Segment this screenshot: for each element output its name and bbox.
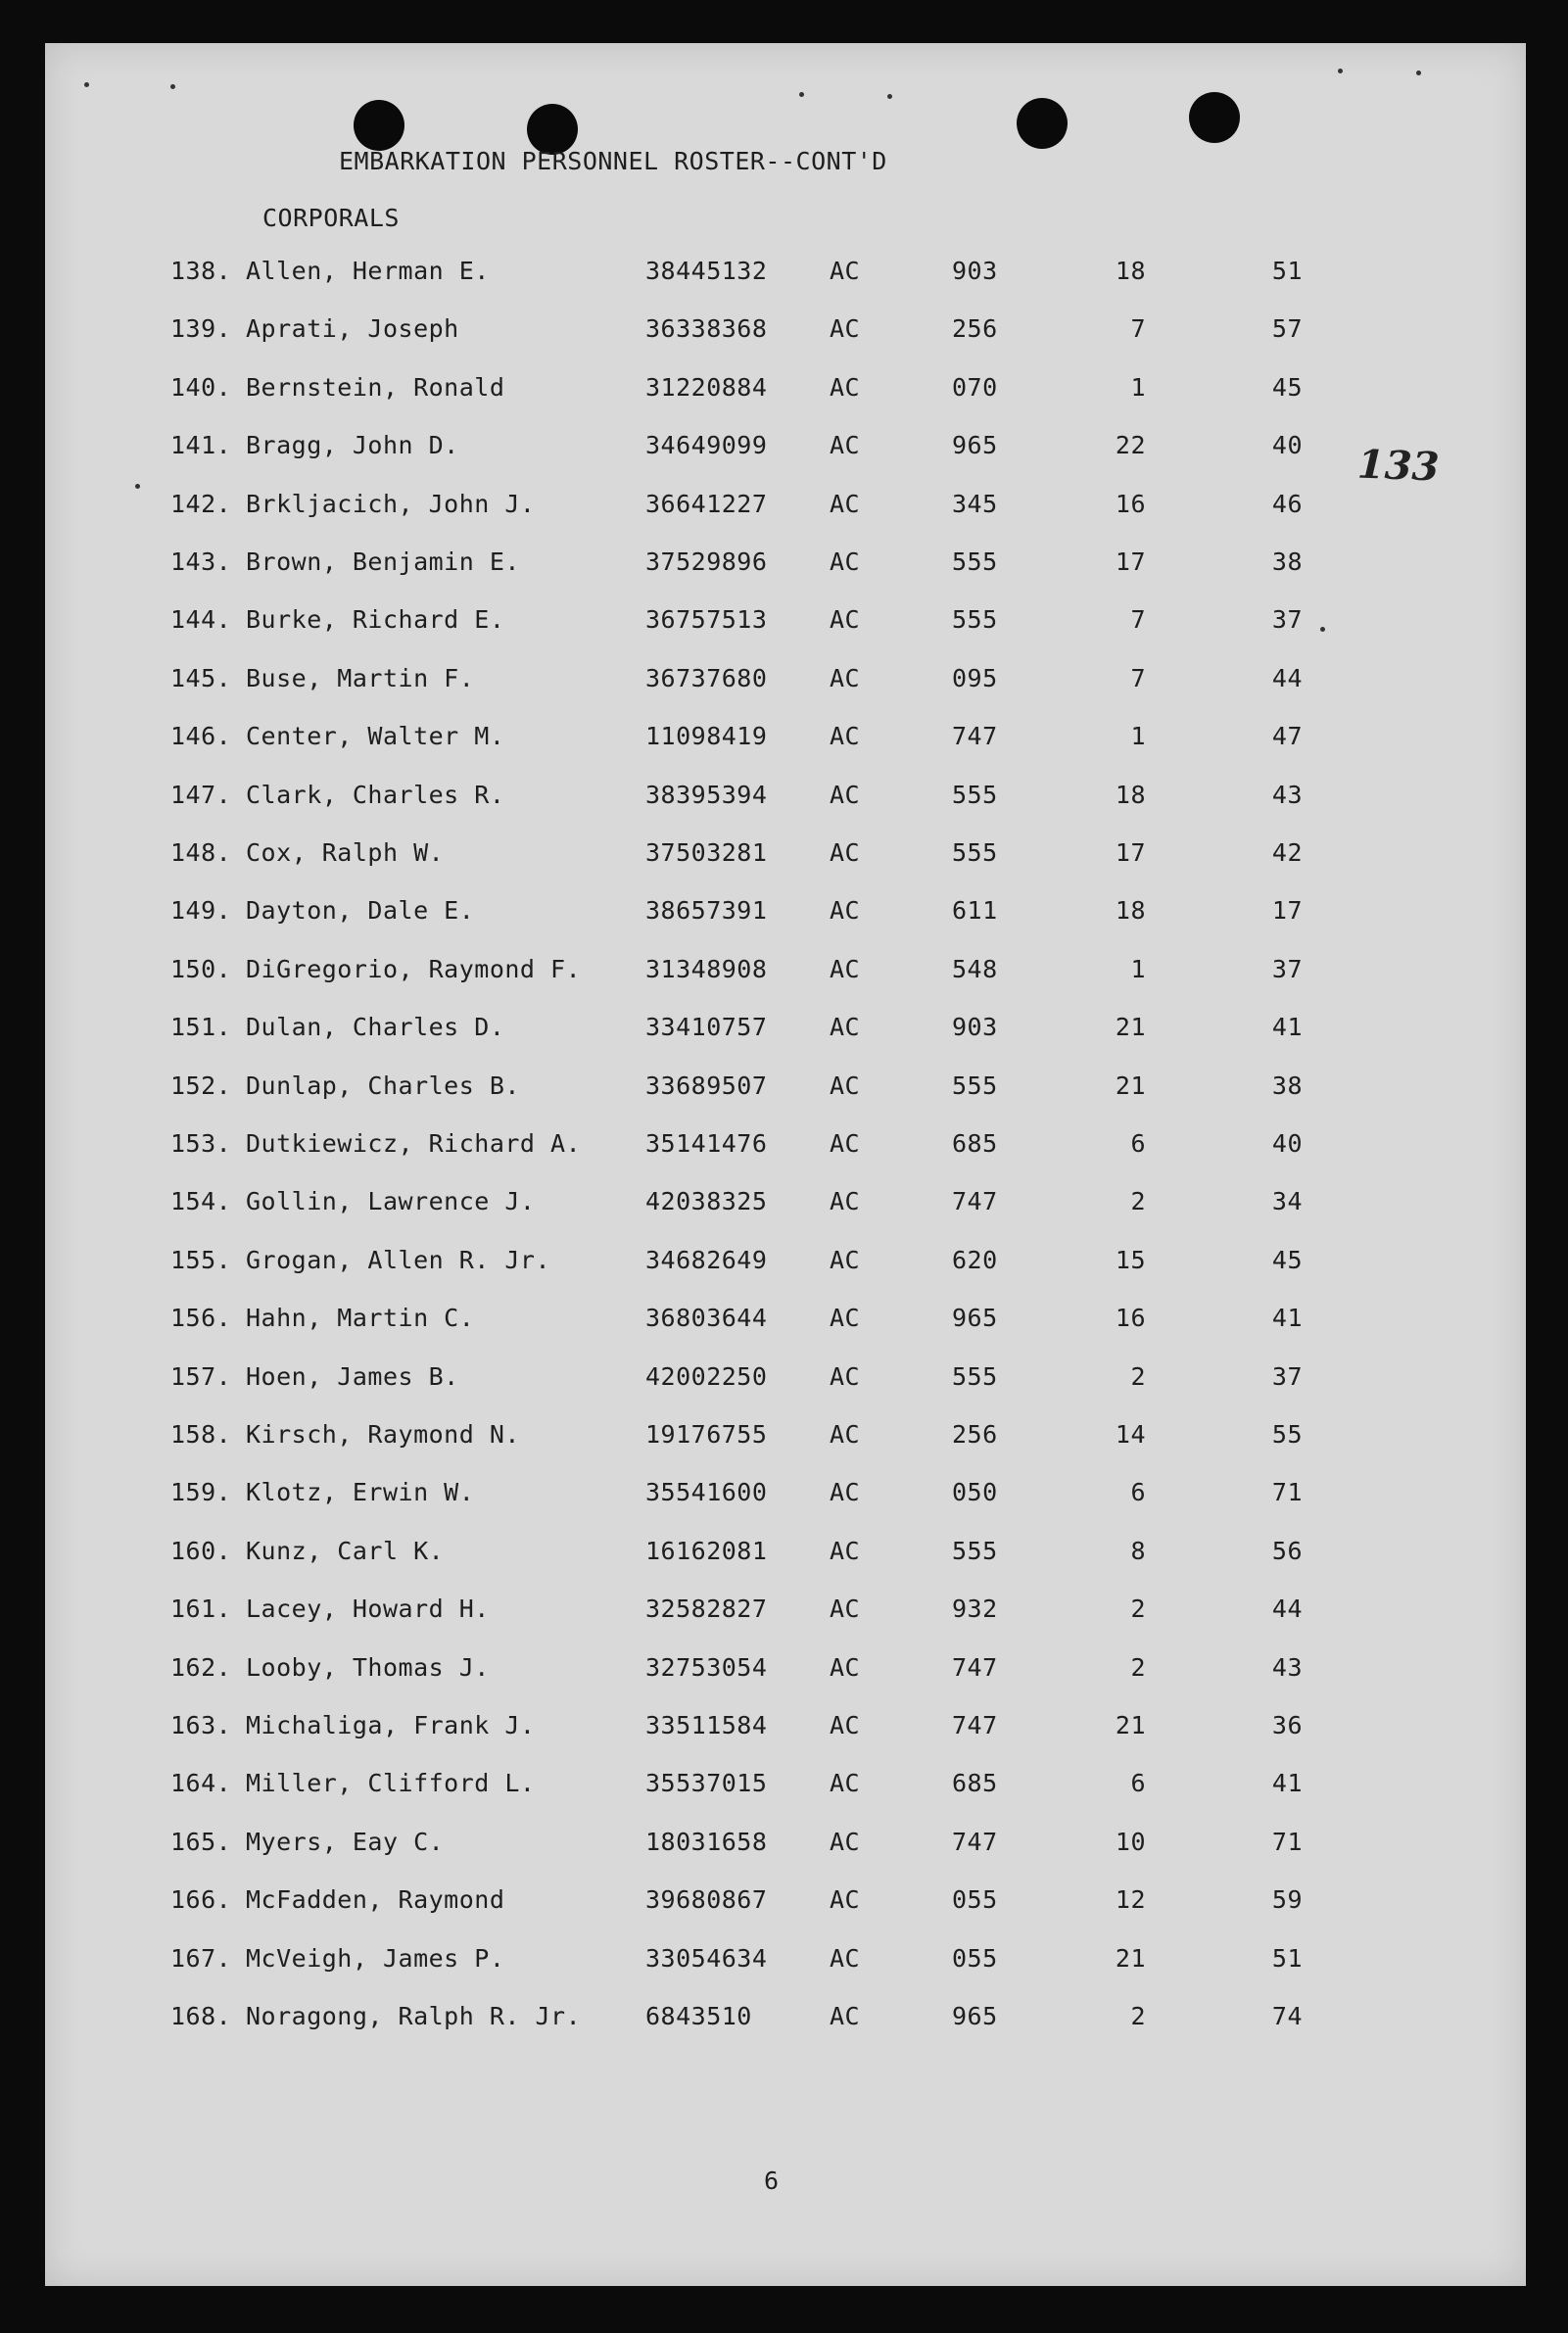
serial-number: 37529896	[645, 548, 768, 576]
specialty-code: 055	[952, 1885, 998, 1915]
row-number: 156.	[170, 1304, 232, 1333]
paper-speck	[84, 82, 89, 87]
person-name: Looby, Thomas J.	[246, 1652, 490, 1682]
specialty-code: 345	[952, 489, 998, 518]
table-row	[45, 722, 1514, 761]
specialty-code: 070	[952, 372, 998, 402]
value-a: 16	[1115, 489, 1146, 518]
branch-code: AC	[830, 605, 861, 635]
specialty-code: 256	[952, 314, 998, 344]
value-b: 38	[1271, 1071, 1303, 1100]
value-a: 21	[1115, 1071, 1146, 1100]
serial-number: 32582827	[645, 1595, 768, 1624]
person-name: Hahn, Martin C.	[246, 1304, 475, 1333]
branch-code: AC	[830, 838, 861, 867]
row-number: 160.	[170, 1536, 232, 1565]
row-number: 153.	[170, 1129, 232, 1158]
branch-code: AC	[830, 1769, 861, 1798]
value-a: 12	[1115, 1885, 1146, 1915]
table-row	[45, 1129, 1514, 1168]
person-name: Lacey, Howard H.	[246, 1595, 490, 1624]
specialty-code: 747	[952, 722, 998, 751]
table-row	[45, 1711, 1514, 1750]
value-b: 17	[1271, 896, 1303, 926]
branch-code: AC	[830, 1245, 861, 1274]
value-a: 6	[1130, 1478, 1146, 1507]
value-b: 59	[1271, 1885, 1303, 1915]
specialty-code: 903	[952, 257, 998, 285]
serial-number: 35141476	[645, 1129, 768, 1158]
branch-code: AC	[830, 2002, 861, 2030]
branch-code: AC	[830, 1304, 861, 1333]
row-number: 152.	[170, 1071, 232, 1100]
row-number: 151.	[170, 1013, 232, 1042]
table-row	[45, 257, 1514, 296]
branch-code: AC	[830, 780, 861, 809]
specialty-code: 555	[952, 1361, 998, 1391]
value-a: 2	[1130, 1652, 1146, 1682]
serial-number: 33410757	[645, 1013, 768, 1042]
value-b: 37	[1271, 954, 1303, 983]
table-row	[45, 548, 1514, 587]
serial-number: 42002250	[645, 1361, 768, 1391]
person-name: DiGregorio, Raymond F.	[246, 954, 582, 983]
person-name: Cox, Ralph W.	[246, 838, 445, 867]
person-name: Grogan, Allen R. Jr.	[246, 1245, 551, 1274]
value-a: 18	[1115, 896, 1146, 926]
branch-code: AC	[830, 431, 861, 460]
person-name: Dutkiewicz, Richard A.	[246, 1129, 582, 1158]
row-number: 139.	[170, 314, 232, 344]
row-number: 143.	[170, 548, 232, 576]
branch-code: AC	[830, 372, 861, 402]
value-a: 17	[1115, 838, 1146, 867]
branch-code: AC	[830, 1361, 861, 1391]
row-number: 147.	[170, 780, 232, 809]
person-name: Bragg, John D.	[246, 431, 459, 460]
serial-number: 16162081	[645, 1536, 768, 1565]
value-b: 42	[1271, 838, 1303, 867]
branch-code: AC	[830, 896, 861, 926]
person-name: Gollin, Lawrence J.	[246, 1187, 536, 1216]
person-name: Dayton, Dale E.	[246, 896, 475, 926]
table-row	[45, 1071, 1514, 1111]
serial-number: 36757513	[645, 605, 768, 635]
table-row	[45, 1595, 1514, 1634]
row-number: 163.	[170, 1711, 232, 1739]
specialty-code: 555	[952, 1071, 998, 1100]
table-row	[45, 1769, 1514, 1808]
row-number: 164.	[170, 1769, 232, 1798]
table-row	[45, 1304, 1514, 1343]
document-page	[45, 43, 1526, 2286]
specialty-code: 903	[952, 1013, 998, 1042]
row-number: 165.	[170, 1827, 232, 1856]
value-b: 40	[1271, 431, 1303, 460]
value-a: 7	[1130, 663, 1146, 692]
page-title: EMBARKATION PERSONNEL ROSTER--CONT'D	[339, 147, 887, 175]
branch-code: AC	[830, 1071, 861, 1100]
serial-number: 11098419	[645, 722, 768, 751]
paper-speck	[887, 94, 892, 99]
row-number: 145.	[170, 663, 232, 692]
value-a: 1	[1130, 372, 1146, 402]
value-a: 10	[1115, 1827, 1146, 1856]
branch-code: AC	[830, 1943, 861, 1973]
serial-number: 33511584	[645, 1711, 768, 1739]
value-b: 46	[1271, 489, 1303, 518]
table-row	[45, 314, 1514, 354]
section-heading: CORPORALS	[262, 204, 400, 232]
specialty-code: 747	[952, 1187, 998, 1216]
person-name: Dunlap, Charles B.	[246, 1071, 520, 1100]
person-name: Hoen, James B.	[246, 1361, 459, 1391]
branch-code: AC	[830, 1420, 861, 1449]
value-a: 8	[1130, 1536, 1146, 1565]
serial-number: 34649099	[645, 431, 768, 460]
punch-hole	[1189, 92, 1240, 143]
serial-number: 33054634	[645, 1943, 768, 1973]
value-b: 55	[1271, 1420, 1303, 1449]
value-a: 18	[1115, 257, 1146, 285]
value-b: 51	[1271, 1943, 1303, 1973]
specialty-code: 611	[952, 896, 998, 926]
table-row	[45, 490, 1514, 529]
value-a: 18	[1115, 780, 1146, 809]
specialty-code: 965	[952, 2002, 998, 2030]
value-b: 41	[1271, 1013, 1303, 1042]
specialty-code: 055	[952, 1943, 998, 1973]
row-number: 138.	[170, 257, 232, 285]
value-b: 41	[1271, 1304, 1303, 1333]
paper-speck	[1416, 71, 1421, 75]
row-number: 157.	[170, 1361, 232, 1391]
serial-number: 34682649	[645, 1245, 768, 1274]
value-a: 2	[1130, 2002, 1146, 2030]
table-row	[45, 2002, 1514, 2041]
serial-number: 35537015	[645, 1769, 768, 1798]
branch-code: AC	[830, 954, 861, 983]
row-number: 166.	[170, 1885, 232, 1915]
specialty-code: 747	[952, 1652, 998, 1682]
serial-number: 32753054	[645, 1652, 768, 1682]
value-a: 22	[1115, 431, 1146, 460]
specialty-code: 050	[952, 1478, 998, 1507]
person-name: Center, Walter M.	[246, 722, 505, 751]
branch-code: AC	[830, 1013, 861, 1042]
serial-number: 38657391	[645, 896, 768, 926]
branch-code: AC	[830, 1885, 861, 1915]
table-row	[45, 781, 1514, 820]
person-name: Kunz, Carl K.	[246, 1536, 445, 1565]
table-row	[45, 605, 1514, 644]
value-a: 2	[1130, 1595, 1146, 1624]
serial-number: 39680867	[645, 1885, 768, 1915]
table-row	[45, 1537, 1514, 1576]
serial-number: 36641227	[645, 489, 768, 518]
value-b: 45	[1271, 372, 1303, 402]
specialty-code: 555	[952, 838, 998, 867]
branch-code: AC	[830, 548, 861, 576]
value-a: 6	[1130, 1769, 1146, 1798]
person-name: Clark, Charles R.	[246, 780, 505, 809]
person-name: Michaliga, Frank J.	[246, 1711, 536, 1739]
serial-number: 18031658	[645, 1827, 768, 1856]
person-name: Buse, Martin F.	[246, 663, 475, 692]
specialty-code: 555	[952, 605, 998, 635]
value-b: 56	[1271, 1536, 1303, 1565]
row-number: 144.	[170, 605, 232, 635]
row-number: 146.	[170, 722, 232, 751]
specialty-code: 555	[952, 548, 998, 576]
table-row	[45, 1944, 1514, 1983]
person-name: Burke, Richard E.	[246, 605, 505, 635]
value-b: 43	[1271, 780, 1303, 809]
person-name: Kirsch, Raymond N.	[246, 1420, 520, 1449]
value-b: 41	[1271, 1769, 1303, 1798]
table-row	[45, 1420, 1514, 1459]
value-b: 71	[1271, 1827, 1303, 1856]
table-row	[45, 838, 1514, 878]
branch-code: AC	[830, 489, 861, 518]
serial-number: 35541600	[645, 1478, 768, 1507]
row-number: 148.	[170, 838, 232, 867]
paper-speck	[170, 84, 175, 89]
row-number: 142.	[170, 489, 232, 518]
row-number: 167.	[170, 1943, 232, 1973]
specialty-code: 685	[952, 1129, 998, 1158]
value-a: 6	[1130, 1129, 1146, 1158]
table-row	[45, 955, 1514, 994]
specialty-code: 548	[952, 954, 998, 983]
value-b: 34	[1271, 1187, 1303, 1216]
table-row	[45, 1828, 1514, 1867]
table-row	[45, 1362, 1514, 1402]
value-b: 71	[1271, 1478, 1303, 1507]
serial-number: 36803644	[645, 1304, 768, 1333]
value-b: 44	[1271, 1595, 1303, 1624]
specialty-code: 932	[952, 1595, 998, 1624]
row-number: 161.	[170, 1595, 232, 1624]
value-b: 38	[1271, 548, 1303, 576]
row-number: 150.	[170, 954, 232, 983]
value-a: 2	[1130, 1361, 1146, 1391]
punch-hole	[354, 100, 404, 151]
value-b: 40	[1271, 1129, 1303, 1158]
row-number: 158.	[170, 1420, 232, 1449]
value-a: 2	[1130, 1187, 1146, 1216]
person-name: Aprati, Joseph	[246, 314, 459, 344]
table-row	[45, 373, 1514, 412]
specialty-code: 620	[952, 1245, 998, 1274]
person-name: Myers, Eay C.	[246, 1827, 445, 1856]
specialty-code: 685	[952, 1769, 998, 1798]
value-a: 7	[1130, 605, 1146, 635]
person-name: McVeigh, James P.	[246, 1943, 505, 1973]
value-b: 37	[1271, 605, 1303, 635]
value-a: 17	[1115, 548, 1146, 576]
branch-code: AC	[830, 1129, 861, 1158]
specialty-code: 965	[952, 1304, 998, 1333]
value-b: 51	[1271, 257, 1303, 285]
paper-speck	[1338, 69, 1343, 73]
serial-number: 19176755	[645, 1420, 768, 1449]
branch-code: AC	[830, 257, 861, 285]
specialty-code: 747	[952, 1711, 998, 1739]
serial-number: 38395394	[645, 780, 768, 809]
serial-number: 42038325	[645, 1187, 768, 1216]
value-b: 45	[1271, 1245, 1303, 1274]
value-a: 21	[1115, 1013, 1146, 1042]
margin-page-number: 133	[1356, 441, 1441, 491]
value-b: 74	[1271, 2002, 1303, 2030]
value-a: 21	[1115, 1711, 1146, 1739]
person-name: McFadden, Raymond	[246, 1885, 505, 1915]
row-number: 154.	[170, 1187, 232, 1216]
value-a: 7	[1130, 314, 1146, 344]
branch-code: AC	[830, 1711, 861, 1739]
serial-number: 33689507	[645, 1071, 768, 1100]
row-number: 155.	[170, 1245, 232, 1274]
table-row	[45, 664, 1514, 703]
person-name: Brown, Benjamin E.	[246, 548, 520, 576]
specialty-code: 256	[952, 1420, 998, 1449]
row-number: 159.	[170, 1478, 232, 1507]
punch-hole	[1017, 98, 1068, 149]
branch-code: AC	[830, 663, 861, 692]
serial-number: 6843510	[645, 2002, 752, 2030]
branch-code: AC	[830, 1652, 861, 1682]
value-a: 15	[1115, 1245, 1146, 1274]
person-name: Miller, Clifford L.	[246, 1769, 536, 1798]
specialty-code: 965	[952, 431, 998, 460]
row-number: 140.	[170, 372, 232, 402]
value-b: 37	[1271, 1361, 1303, 1391]
row-number: 141.	[170, 431, 232, 460]
value-a: 14	[1115, 1420, 1146, 1449]
row-number: 168.	[170, 2002, 232, 2030]
serial-number: 37503281	[645, 838, 768, 867]
value-a: 21	[1115, 1943, 1146, 1973]
page-number: 6	[764, 2166, 780, 2195]
branch-code: AC	[830, 1595, 861, 1624]
serial-number: 36338368	[645, 314, 768, 344]
value-a: 1	[1130, 954, 1146, 983]
specialty-code: 555	[952, 780, 998, 809]
branch-code: AC	[830, 722, 861, 751]
value-a: 1	[1130, 722, 1146, 751]
table-row	[45, 1478, 1514, 1517]
person-name: Bernstein, Ronald	[246, 372, 505, 402]
specialty-code: 747	[952, 1827, 998, 1856]
branch-code: AC	[830, 1478, 861, 1507]
table-row	[45, 1885, 1514, 1925]
person-name: Klotz, Erwin W.	[246, 1478, 475, 1507]
row-number: 149.	[170, 896, 232, 926]
branch-code: AC	[830, 1536, 861, 1565]
table-row	[45, 896, 1514, 935]
value-b: 44	[1271, 663, 1303, 692]
paper-speck	[135, 484, 140, 489]
specialty-code: 095	[952, 663, 998, 692]
branch-code: AC	[830, 314, 861, 344]
serial-number: 31348908	[645, 954, 768, 983]
person-name: Dulan, Charles D.	[246, 1013, 505, 1042]
table-row	[45, 1187, 1514, 1226]
value-a: 16	[1115, 1304, 1146, 1333]
table-row	[45, 1653, 1514, 1692]
row-number: 162.	[170, 1652, 232, 1682]
value-b: 47	[1271, 722, 1303, 751]
person-name: Brkljacich, John J.	[246, 489, 536, 518]
table-row	[45, 431, 1514, 470]
value-b: 36	[1271, 1711, 1303, 1739]
branch-code: AC	[830, 1827, 861, 1856]
person-name: Noragong, Ralph R. Jr.	[246, 2002, 582, 2030]
branch-code: AC	[830, 1187, 861, 1216]
serial-number: 38445132	[645, 257, 768, 285]
specialty-code: 555	[952, 1536, 998, 1565]
serial-number: 31220884	[645, 372, 768, 402]
value-b: 57	[1271, 314, 1303, 344]
paper-speck	[799, 92, 804, 97]
table-row	[45, 1013, 1514, 1052]
table-row	[45, 1246, 1514, 1285]
person-name: Allen, Herman E.	[246, 257, 490, 285]
serial-number: 36737680	[645, 663, 768, 692]
value-b: 43	[1271, 1652, 1303, 1682]
